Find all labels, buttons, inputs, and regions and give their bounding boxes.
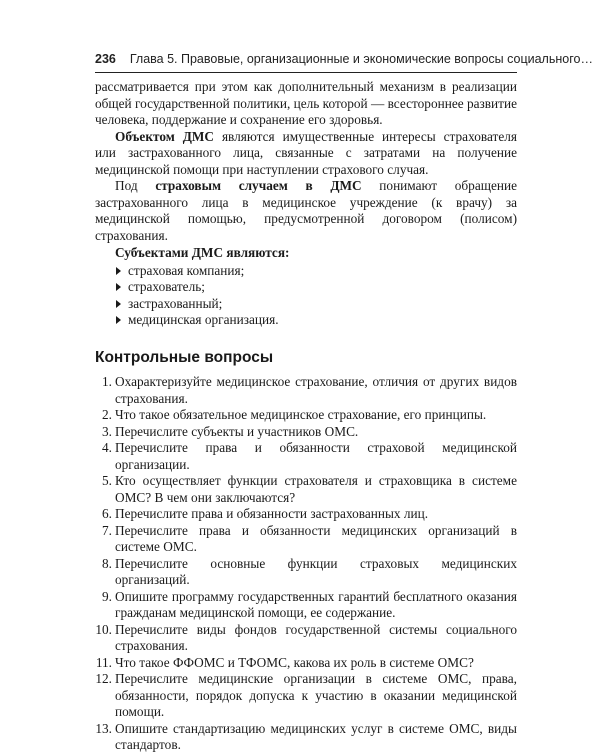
question-text: Кто осуществляет функции страхователя и страховщика в системе ОМС? В чем они заключаются? xyxy=(115,473,517,505)
question-text: Охарактеризуйте медицинское страхование, отличия от других видов страхования. xyxy=(115,374,517,406)
question-item xyxy=(95,589,517,622)
question-item xyxy=(95,671,517,721)
question-text: Перечислите права и обязанности застрахованных лиц. xyxy=(115,506,429,521)
question-text: Перечислите основные функции страховых медицинских организаций. xyxy=(115,555,517,587)
section-heading: Контрольные вопросы xyxy=(95,348,274,366)
question-item xyxy=(95,655,517,672)
question-item xyxy=(95,622,517,655)
question-text: Перечислите виды фондов государственной системы социального страхования. xyxy=(115,621,517,653)
question-item xyxy=(95,374,517,407)
paragraph-text: являются имущественные интересы страхователя или застрахованного лица, связанные с затратами на получение медицинской помощи при наступлении страхового случая. xyxy=(95,128,517,177)
question-number: 13. xyxy=(95,720,112,736)
question-number: 5. xyxy=(102,473,112,488)
question-number: 11. xyxy=(95,654,112,670)
question-item xyxy=(95,721,517,754)
running-header xyxy=(95,52,593,66)
paragraph-object-dms xyxy=(95,129,517,179)
page-body xyxy=(95,79,517,754)
question-number: 10. xyxy=(95,621,112,637)
page-number: 236 xyxy=(95,52,116,66)
question-text: Перечислите права и обязанности медицинских организаций в системе ОМС. xyxy=(115,522,517,554)
question-number: 3. xyxy=(102,423,112,439)
question-text: Перечислите медицинские организации в системе ОМС, права, обязанности, порядок допуска к участию в оказании медицинской помощи. xyxy=(115,671,517,719)
paragraph-insured-event xyxy=(95,178,517,244)
question-number: 9. xyxy=(102,588,112,604)
list-item: медицинская организация. xyxy=(115,312,517,329)
question-text: Опишите программу государственных гарантий бесплатного оказания гражданам медицинской помощи, ее содержание. xyxy=(115,588,517,620)
paragraph-lead: Под xyxy=(115,178,156,193)
question-item xyxy=(95,473,517,506)
questions-list xyxy=(95,374,517,754)
question-item xyxy=(95,407,517,424)
running-title: Глава 5. Правовые, организационные и экономические вопросы социального… xyxy=(129,52,593,66)
question-item xyxy=(95,424,517,441)
question-text: Что такое ФФОМС и ТФОМС, какова их роль в системе ОМС? xyxy=(115,654,474,670)
question-number: 8. xyxy=(102,555,112,571)
list-item: застрахованный; xyxy=(115,296,517,313)
question-item xyxy=(95,440,517,473)
question-number: 2. xyxy=(102,407,112,422)
list-item: страхователь; xyxy=(115,279,517,296)
question-number: 7. xyxy=(102,522,112,538)
question-text: Перечислите права и обязанности страховой медицинской организации. xyxy=(115,440,517,472)
question-number: 4. xyxy=(102,440,112,455)
subjects-heading: Субъектами ДМС являются: xyxy=(115,245,290,260)
question-number: 6. xyxy=(102,506,112,521)
question-number: 1. xyxy=(102,374,112,389)
question-text: Что такое обязательное медицинское страхование, его принципы. xyxy=(115,407,487,422)
question-number: 12. xyxy=(95,671,112,686)
paragraph-text: понимают обращение застрахованного лица в медицинское учреждение (к врачу) за медицинской помощью, предусмотренной договором (полисом) страхования. xyxy=(95,178,518,243)
question-item xyxy=(95,556,517,589)
subjects-list xyxy=(95,263,517,329)
paragraph-continuation xyxy=(95,79,517,129)
question-text: Опишите стандартизацию медицинских услуг в системе ОМС, виды стандартов. xyxy=(115,720,517,752)
paragraph-text: рассматривается при этом как дополнительный механизм в реализации общей государственной политики, цель которой — всестороннее развитие человека, поддержание и сохранение его здоровья. xyxy=(95,79,517,127)
term-insured-event: страховым случаем в ДМС xyxy=(155,178,362,193)
question-text: Перечислите субъекты и участников ОМС. xyxy=(115,423,359,439)
question-item xyxy=(95,506,517,523)
term-object-dms: Объектом ДМС xyxy=(115,128,215,144)
list-item: страховая компания; xyxy=(115,263,517,280)
header-rule xyxy=(95,72,517,73)
question-item xyxy=(95,523,517,556)
